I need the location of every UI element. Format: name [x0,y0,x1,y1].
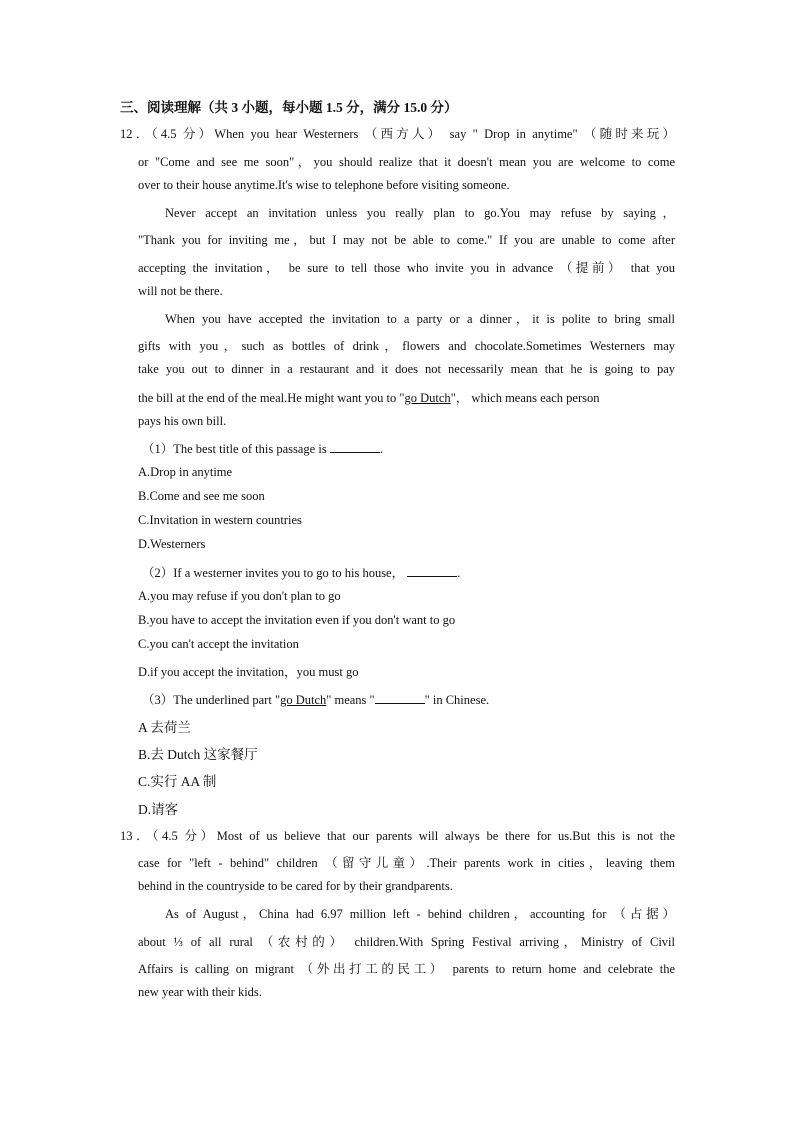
subquestion-stem: （3）The underlined part " [142,693,281,707]
q13-passage-line: case for "left - behind" children （留守儿童）.Their parents work in cities，leaving them [138,856,675,870]
q12-passage-line: take you out to dinner in a restaurant and it does not necessarily mean that he is going to pay [138,362,675,376]
passage-text: the bill at the end of the meal.He might want you to " [138,391,405,405]
subquestion-stem: （1）The best title of this passage is [142,442,327,456]
section-title: 三、阅读理解（共 3 小题，每小题 1.5 分，满分 15.0 分） [120,100,458,115]
passage-text: "， which means each person [450,391,600,405]
q12-passage-line: When you have accepted the invitation to a party or a dinner，it is polite to bring small [165,312,675,326]
subquestion-stem-end: " in Chinese. [424,693,490,707]
q12-passage-line: will not be there. [138,284,223,298]
option-d: D.if you accept the invitation，you must go [138,665,359,679]
subquestion-stem-end: . [457,566,461,580]
subquestion-stem: （2）If a westerner invites you to go to his house， [142,566,405,580]
option-d: D.Westerners [138,537,206,551]
q12-passage-line [138,388,675,406]
q12-passage-line: or "Come and see me soon"，you should realize that it doesn't mean you are welcome to come [138,155,675,169]
q12-passage-line: pays his own bill. [138,414,227,428]
underlined-phrase-go-dutch: go Dutch [404,391,451,405]
option-a: A.Drop in anytime [138,465,233,479]
q12-passage-line: over to their house anytime.It's wise to telephone before visiting someone. [138,178,510,192]
q12-subquestion-2 [142,563,460,581]
q12-subquestion-3 [142,690,489,708]
option-c: C.实行 AA 制 [138,774,217,789]
question-13-header: 13．（4.5 分）Most of us believe that our parents will always be there for us.But this is not the [120,829,675,843]
option-a: A 去荷兰 [138,720,191,735]
question-12-header: 12．（4.5 分）When you hear Westerners （西方人） say " Drop in anytime" （随时来玩） [120,127,675,141]
q12-subquestion-1 [142,439,383,457]
answer-blank [407,566,457,577]
subquestion-stem: " means " [326,693,375,707]
option-b: B.去 Dutch 这家餐厅 [138,747,258,762]
answer-blank [330,442,380,453]
option-a: A.you may refuse if you don't plan to go [138,589,341,603]
q13-passage-line: new year with their kids. [138,985,262,999]
q12-passage-line: "Thank you for inviting me，but I may not be able to come." If you are unable to come after [138,233,675,247]
underlined-phrase-go-dutch: go Dutch [280,693,327,707]
subquestion-stem-end: . [379,442,383,456]
option-c: C.you can't accept the invitation [138,637,299,651]
option-d: D.请客 [138,802,179,817]
q12-passage-line: Never accept an invitation unless you really plan to go.You may refuse by saying， [165,206,675,220]
q12-passage-line: accepting the invitation， be sure to tell those who invite you in advance （提前） that you [138,261,675,275]
option-c: C.Invitation in western countries [138,513,302,527]
answer-blank [375,693,425,704]
q12-passage-line: gifts with you，such as bottles of drink，flowers and chocolate.Sometimes Westerners may [138,339,675,353]
q13-passage-line: about ⅓ of all rural （农村的） children.With Spring Festival arriving，Ministry of Civil [138,935,675,949]
q13-passage-line: behind in the countryside to be cared for by their grandparents. [138,879,453,893]
q13-passage-line: As of August，China had 6.97 million left - behind children，accounting for （占据） [165,907,675,921]
q13-passage-line: Affairs is calling on migrant （外出打工的民工） parents to return home and celebrate the [138,962,675,976]
option-b: B.you have to accept the invitation even if you don't want to go [138,613,456,627]
option-b: B.Come and see me soon [138,489,265,503]
